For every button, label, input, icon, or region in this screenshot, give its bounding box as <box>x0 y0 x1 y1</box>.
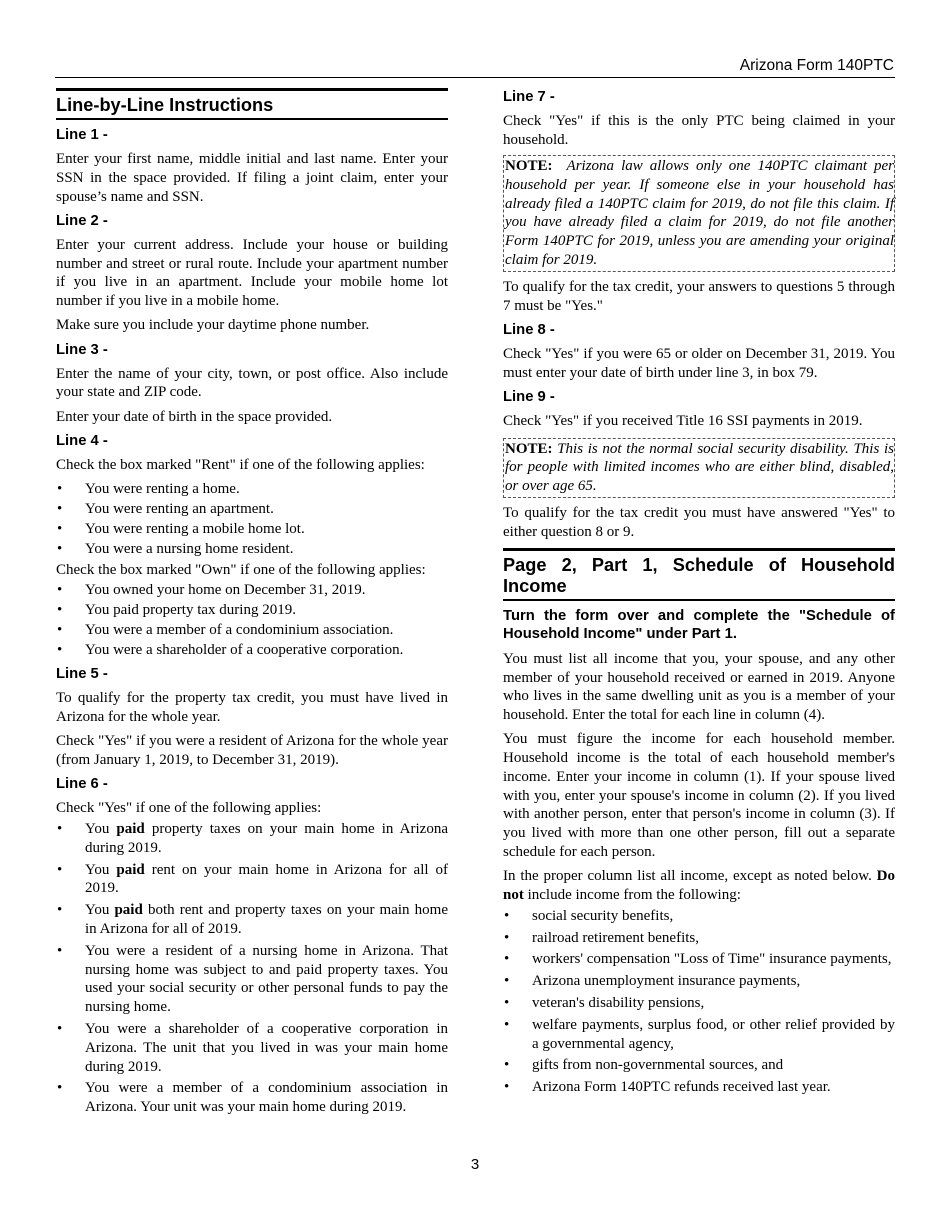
rent-list <box>56 480 448 559</box>
list-item: • workers' compensation "Loss of Time" insurance payments, <box>503 950 895 969</box>
list-item: • veteran's disability pensions, <box>503 994 895 1013</box>
list-item: • You paid property taxes on your main home in Arizona during 2019. <box>56 820 448 858</box>
line1-text: Enter your first name, middle initial and last name. Enter your SSN in the space provided. If filing a joint claim, enter your spouse’s name and SSN. <box>56 151 448 205</box>
line7-note-box <box>503 155 895 272</box>
list-item: • welfare payments, surplus food, or other relief provided by a governmental agency, <box>503 1016 895 1054</box>
list-item: • Arizona Form 140PTC refunds received last year. <box>503 1078 895 1097</box>
line4-heading: Line 4 - <box>56 432 108 449</box>
list-item: • You were renting a home. <box>56 480 448 499</box>
line8-text: Check "Yes" if you were 65 or older on December 31, 2019. You must enter your date of birth under line 3, in box 79. <box>503 345 895 381</box>
note-text: This is not the normal social security disability. This is for people with limited incomes who are either blind, disabled, or over age 65. <box>505 440 894 495</box>
right-column <box>503 88 895 1102</box>
line2-text: Enter your current address. Include your house or building number and street or rural route. Include your apartment number if you live in an apartment. Include your mobile home lot number if you live in a mobile home. <box>56 236 448 310</box>
line7-text: Check "Yes" if this is the only PTC being claimed in your household. <box>503 113 895 148</box>
list-item: • You paid both rent and property taxes on your main home in Arizona for all of 2019. <box>56 901 448 939</box>
line9-text-qualify: To qualify for the tax credit you must have answered "Yes" to either question 8 or 9. <box>503 504 895 540</box>
section-title-line-by-line: Line-by-Line Instructions <box>56 88 448 120</box>
line7-text-qualify: To qualify for the tax credit, your answers to questions 5 through 7 must be "Yes." <box>503 278 895 314</box>
income-exclusions-list <box>503 907 895 1097</box>
note-label: NOTE: <box>505 157 553 174</box>
own-list <box>56 581 448 660</box>
part1-text-2: You must figure the income for each household member. Household income is the total of each household member's income. Enter your income in column (1). If your spouse lived with you, enter your spouse's income in column (2). If you lived with another person, enter that person's income in column (3). If you lived with more than one other person, fill out a separate schedule for each person. <box>503 731 895 861</box>
line5-heading: Line 5 - <box>56 666 108 683</box>
part1-text-3: In the proper column list all income, except as noted below. Do not include income from the following: <box>503 868 895 904</box>
line6-intro: Check "Yes" if one of the following applies: <box>56 800 322 817</box>
line2-heading: Line 2 - <box>56 212 108 229</box>
list-item: • You were a nursing home resident. <box>56 540 448 559</box>
list-item: • You paid property tax during 2019. <box>56 601 448 620</box>
line5-text-resident: Check "Yes" if you were a resident of Arizona for the whole year (from January 1, 2019, to December 31, 2019). <box>56 733 448 768</box>
list-item: • gifts from non-governmental sources, and <box>503 1056 895 1075</box>
line3-text-birth: Enter your date of birth in the space provided. <box>56 408 333 425</box>
line9-heading: Line 9 - <box>503 388 555 405</box>
line3-text: Enter the name of your city, town, or post office. Also include your state and ZIP code. <box>56 365 448 401</box>
note-text: Arizona law allows only one 140PTC claimant per household per year. If someone else in your household has already filed a 140PTC claim for 2019, do not file this claim. If you have already filed a claim for 2019, do not file another Form 140PTC for 2019, unless you are amending your original claim for 2019. <box>505 157 894 268</box>
list-item: • You owned your home on December 31, 2019. <box>56 581 448 600</box>
line9-note-box <box>503 438 895 498</box>
left-column <box>56 88 448 1122</box>
line6-list <box>56 820 448 1117</box>
line1-heading: Line 1 - <box>56 127 108 143</box>
list-item: • social security benefits, <box>503 907 895 926</box>
line5-text: To qualify for the property tax credit, you must have lived in Arizona for the whole year. <box>56 690 448 725</box>
list-item: • You were a resident of a nursing home in Arizona. That nursing home was subject to and paid property taxes. You used your social security or other personal funds to pay the nursing home. <box>56 942 448 1017</box>
list-item: • Arizona unemployment insurance payments, <box>503 972 895 991</box>
list-item: • You paid rent on your main home in Arizona for all of 2019. <box>56 861 448 899</box>
line9-text: Check "Yes" if you received Title 16 SSI payments in 2019. <box>503 412 863 429</box>
list-item: • You were a member of a condominium association in Arizona. Your unit was your main home during 2019. <box>56 1079 448 1117</box>
line7-heading: Line 7 - <box>503 89 555 105</box>
page-number: 3 <box>470 1156 480 1173</box>
line6-heading: Line 6 - <box>56 776 108 793</box>
section-title-part1: Page 2, Part 1, Schedule of Household Income <box>503 548 895 601</box>
line3-heading: Line 3 - <box>56 341 108 358</box>
line2-text-phone: Make sure you include your daytime phone number. <box>56 317 370 334</box>
list-item: • You were a shareholder of a cooperative corporation in Arizona. The unit that you lived in was your main home during 2019. <box>56 1020 448 1076</box>
list-item: • You were renting a mobile home lot. <box>56 520 448 539</box>
list-item: • You were a shareholder of a cooperative corporation. <box>56 641 448 660</box>
form-title: Arizona Form 140PTC <box>739 57 894 74</box>
list-item: • You were renting an apartment. <box>56 500 448 519</box>
part1-text-1: You must list all income that you, your spouse, and any other member of your household received or earned in 2019. Anyone who lives in the same dwelling unit as you is a member of your household. Enter the total for each line in column (4). <box>503 650 895 724</box>
line4-rent-intro: Check the box marked "Rent" if one of the following applies: <box>56 456 425 473</box>
note-label: NOTE: <box>505 440 553 457</box>
line4-own-intro: Check the box marked "Own" if one of the following applies: <box>56 561 426 578</box>
header-rule <box>55 77 895 78</box>
line8-heading: Line 8 - <box>503 321 555 338</box>
list-item: • railroad retirement benefits, <box>503 929 895 948</box>
list-item: • You were a member of a condominium association. <box>56 621 448 640</box>
part1-subheading: Turn the form over and complete the "Schedule of Household Income" under Part 1. <box>503 607 895 643</box>
